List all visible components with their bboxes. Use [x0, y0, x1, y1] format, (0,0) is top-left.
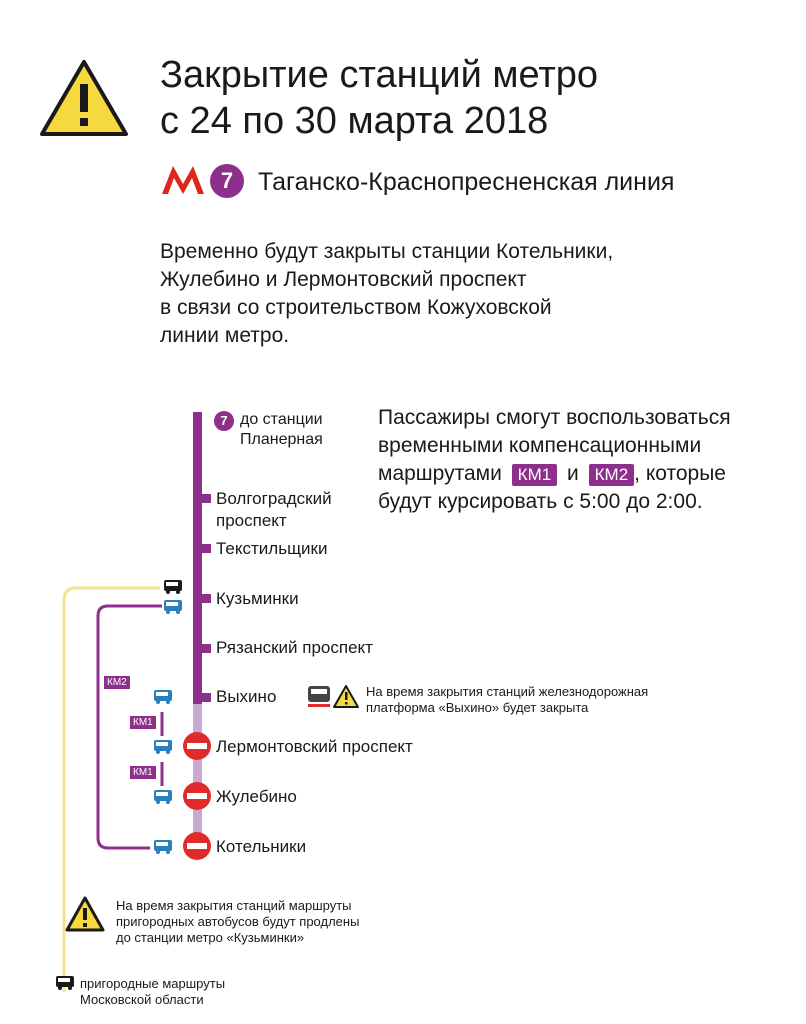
bus-icon: [164, 600, 182, 614]
bus-icon: [154, 740, 172, 754]
km1-route-label: КМ1: [130, 766, 156, 779]
closed-station-icon: [183, 732, 211, 760]
station-lermontovsky: Лермонтовский проспект: [216, 737, 413, 756]
station-tick-volgogradsky: [202, 494, 211, 503]
suburban-bus-icon: [164, 580, 182, 594]
station-kotelniki: Котельники: [216, 837, 307, 856]
routes-label: маршрутами: [378, 462, 502, 485]
station-tick-tekstilshchiki: [202, 544, 211, 553]
station-ryazansky: Рязанский проспект: [216, 638, 373, 657]
closure-notice: Временно будут закрыты станции Котельники, Жулебино и Лермонтовский проспект в связи со строительством Кожуховской линии метро.: [160, 240, 614, 347]
km2-route-label: КМ2: [104, 676, 130, 689]
warning-icon: [67, 898, 103, 930]
station-tick-kuzminki: [202, 594, 211, 603]
station-tekstilshchiki: Текстильщики: [216, 539, 328, 558]
routes-suffix: , которые: [634, 462, 726, 485]
station-tick-ryazansky: [202, 644, 211, 653]
route-km2-badge: КМ2: [589, 464, 635, 486]
to-station-label: до станции Планерная: [240, 411, 323, 448]
line-7-label: 7: [220, 413, 228, 428]
station-volgogradsky: Волгоградский проспект: [216, 489, 332, 530]
km1-route-label: КМ1: [130, 716, 156, 729]
suburban-bus-note: На время закрытия станций маршруты пригородных автобусов будут продлены до станции метро «Кузьминки»: [116, 898, 360, 945]
passengers-line-2: временными компенсационными: [378, 434, 702, 457]
legend-label: пригородные маршруты Московской области: [80, 976, 226, 1007]
route-km1-badge: КМ1: [512, 464, 558, 486]
bus-icon: [154, 840, 172, 854]
passengers-line-1: Пассажиры смогут воспользоваться: [378, 406, 731, 429]
closed-station-icon: [183, 832, 211, 860]
vykhino-platform-note: На время закрытия станций железнодорожная платформа «Выхино» будет закрыта: [366, 684, 649, 715]
station-kuzminki: Кузьминки: [216, 589, 299, 608]
page-title: Закрытие станций метро с 24 по 30 марта 2018: [160, 54, 599, 142]
bus-icon: [154, 690, 172, 704]
closed-station-icon: [183, 782, 211, 810]
warning-icon: [334, 686, 358, 707]
metro-line-closed: [193, 704, 202, 846]
station-vykhino: Выхино: [216, 687, 277, 706]
and-text: и: [567, 462, 579, 485]
metro-line-active: [193, 412, 202, 704]
line-number: 7: [220, 168, 234, 193]
line-name: Таганско-Краснопресненская линия: [258, 168, 675, 196]
train-icon: [308, 686, 330, 707]
station-zhulebino: Жулебино: [216, 787, 297, 806]
station-tick-vykhino: [202, 693, 211, 702]
bus-icon: [154, 790, 172, 804]
passengers-line-4: будут курсировать с 5:00 до 2:00.: [378, 490, 703, 513]
